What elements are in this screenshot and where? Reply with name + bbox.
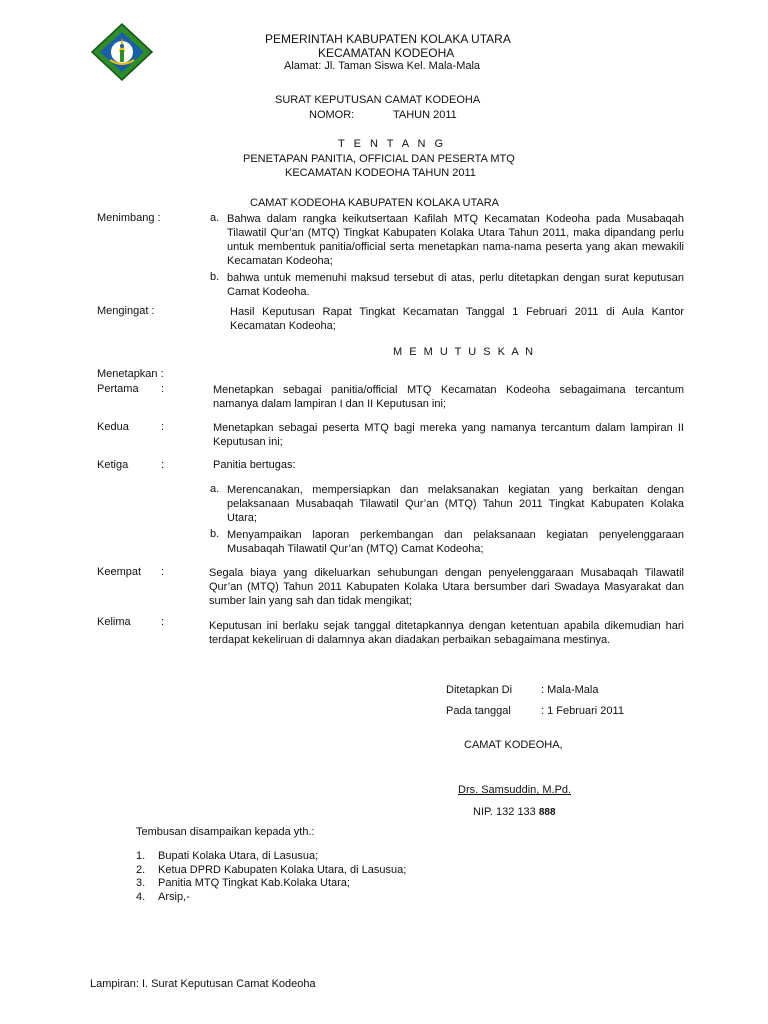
signer-name: Drs. Samsuddin, M.Pd. <box>458 784 572 796</box>
tembusan-heading: Tembusan disampaikan kepada yth.: <box>136 826 315 838</box>
ketiga-b-text: Menyampaikan laporan perkembangan dan pelaksanaan kegiatan penyelenggaraan Musabaqah Tilawatil Qur’an (MTQ) Camat Kodeoha; <box>227 529 684 555</box>
kedua-colon: : <box>161 421 165 433</box>
tembusan-num-2: 2. <box>136 864 146 876</box>
issuing-authority: CAMAT KODEOHA KABUPATEN KOLAKA UTARA <box>250 197 499 209</box>
tembusan-num-3: 3. <box>136 877 146 889</box>
ketiga-a-letter: a. <box>210 483 220 495</box>
letterhead-line1: PEMERINTAH KABUPATEN KOLAKA UTARA <box>265 32 511 46</box>
menetapkan-label: Menetapkan : <box>97 368 164 380</box>
decree-title: SURAT KEPUTUSAN CAMAT KODEOHA <box>275 94 481 106</box>
menimbang-b-letter: b. <box>210 271 220 283</box>
menimbang-a-letter: a. <box>210 212 220 224</box>
tanggal-label: Pada tanggal <box>446 705 511 717</box>
ketiga-colon: : <box>161 459 165 471</box>
ketiga-label: Ketiga <box>97 459 129 471</box>
ketiga-text: Panitia bertugas: <box>213 459 296 471</box>
mengingat-label: Mengingat : <box>97 305 155 317</box>
kedua-label: Kedua <box>97 421 129 433</box>
tembusan-item-3: Panitia MTQ Tingkat Kab.Kolaka Utara; <box>158 877 350 889</box>
decree-subject-line2: KECAMATAN KODEOHA TAHUN 2011 <box>285 167 476 179</box>
letterhead-line2: KECAMATAN KODEOHA <box>318 46 455 60</box>
tembusan-num-1: 1. <box>136 850 146 862</box>
ketiga-a-text: Merencanakan, mempersiapkan dan melaksanakan kegiatan yang berkaitan dengan pelaksanaan Musabaqah Tilawatil Qur’an (MTQ) Tahun 2011 Tingkat Kabupaten Kolaka Utara; <box>227 484 684 524</box>
keempat-text: Segala biaya yang dikeluarkan sehubungan dengan penyelenggaraan Musabaqah Tilawatil Qur’an (MTQ) Tahun 2011 Kabupaten Kolaka Utara bersumber dari Swadaya Masyarakat dan sumber lain yang sah dan tidak mengikat; <box>209 567 684 607</box>
kedua-text: Menetapkan sebagai peserta MTQ bagi mereka yang namanya tercantum dalam lampiran II Keputusan ini; <box>213 422 684 448</box>
nip-label: NIP. 132 133 <box>473 806 536 818</box>
memutuskan-heading: M E M U T U S K A N <box>393 346 536 358</box>
pertama-colon: : <box>161 383 165 395</box>
lampiran-line: Lampiran: I. Surat Keputusan Camat Kodeoha <box>90 978 316 990</box>
tentang-heading: T E N T A N G <box>338 138 447 150</box>
ditetapkan-label: Ditetapkan Di <box>446 684 513 696</box>
tembusan-item-2: Ketua DPRD Kabupaten Kolaka Utara, di Lasusua; <box>158 864 407 876</box>
kelima-text: Keputusan ini berlaku sejak tanggal ditetapkannya dengan ketentuan apabila dikemudian hari terdapat kekeliruan di dalamnya akan diadakan perbaikan sebagaimana mestinya. <box>209 620 684 646</box>
decree-subject-line1: PENETAPAN PANITIA, OFFICIAL DAN PESERTA MTQ <box>243 153 515 165</box>
signer-position: CAMAT KODEOHA, <box>464 739 563 751</box>
tanggal-value: : 1 Februari 2011 <box>541 705 624 717</box>
kelima-colon: : <box>161 616 165 628</box>
kelima-label: Kelima <box>97 616 131 628</box>
decree-year: TAHUN 2011 <box>393 109 457 121</box>
letterhead-address: Alamat: Jl. Taman Siswa Kel. Mala-Mala <box>284 60 481 72</box>
menimbang-label: Menimbang : <box>97 212 161 224</box>
signer-nip <box>473 806 556 818</box>
tembusan-num-4: 4. <box>136 891 146 903</box>
keempat-colon: : <box>161 566 165 578</box>
tembusan-item-1: Bupati Kolaka Utara, di Lasusua; <box>158 850 319 862</box>
menimbang-b-text: bahwa untuk memenuhi maksud tersebut di atas, perlu ditetapkan dengan surat keputusan Camat Kodeoha. <box>227 272 684 298</box>
menimbang-a-text: Bahwa dalam rangka keikutsertaan Kafilah MTQ Kecamatan Kodeoha pada Musabaqah Tilawatil Qur’an (MTQ) Tingkat Kabupaten Kolaka Utara Tahun 2011, maka dipandang perlu untuk membentuk panitia/official serta menetapkan nama-nama peserta yang akan mewakili Kecamatan Kodeoha; <box>227 213 684 267</box>
kabupaten-logo-emblem <box>90 22 154 82</box>
ketiga-b-letter: b. <box>210 528 220 540</box>
keempat-label: Keempat <box>97 566 142 578</box>
nip-tail: 888 <box>538 807 556 818</box>
decree-number-label: NOMOR: <box>309 109 355 121</box>
mengingat-text: Hasil Keputusan Rapat Tingkat Kecamatan Tanggal 1 Februari 2011 di Aula Kantor Kecamatan Kodeoha; <box>230 306 684 332</box>
pertama-label: Pertama <box>97 383 139 395</box>
pertama-text: Menetapkan sebagai panitia/official MTQ Kecamatan Kodeoha sebagaimana tercantum namanya dalam lampiran I dan II Keputusan ini; <box>213 384 684 410</box>
ditetapkan-value: : Mala-Mala <box>541 684 599 696</box>
tembusan-item-4: Arsip,- <box>158 891 190 903</box>
